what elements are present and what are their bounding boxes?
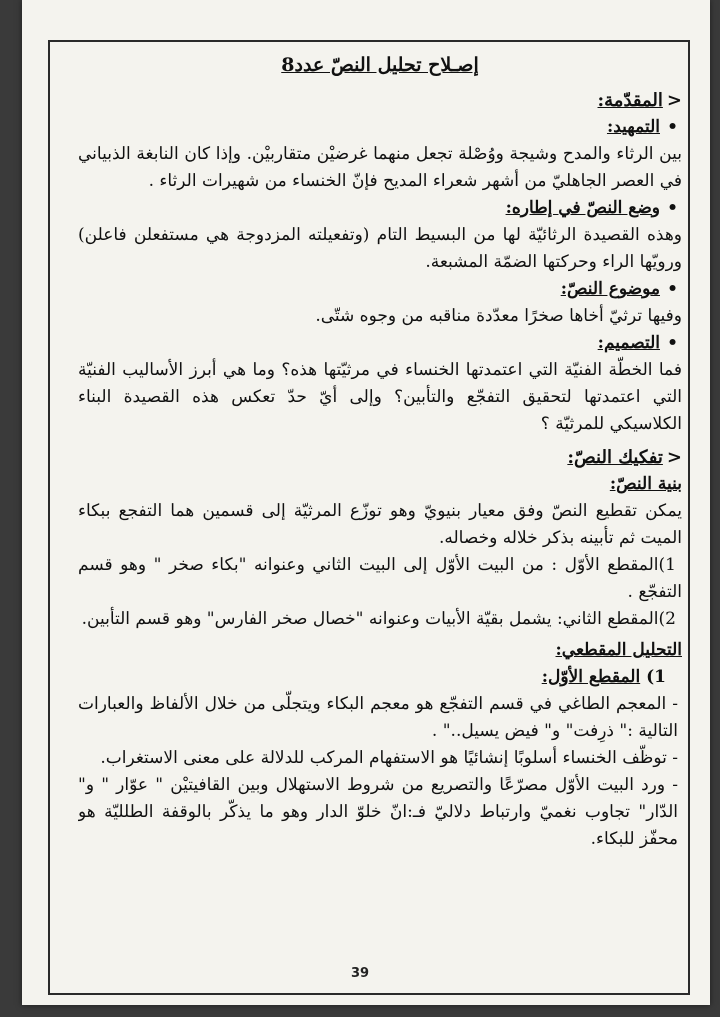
part2-item [78,606,682,633]
arrow-icon: < [666,90,682,111]
tamhid-heading: • التمهيد: [78,114,682,141]
tasmim-heading: • التصميم: [78,330,682,357]
part1-item [78,552,682,606]
tasmim-paragraph: فما الخطّة الفنيّة التي اعتمدتها الخنساء في مرثيّتها هذه؟ وما هي أبرز الأساليب الفنيّة التي اعتمدتها لتحقيق التفجّع والتأبين؟ وإلى أيّ حدّ تعكس هذه القصيدة البناء الكلاسيكي للمرثيّة ؟ [78,360,682,434]
mawdu-heading: • موضوع النصّ: [78,276,682,303]
document-title: إصـلاح تحليل النصّ عدد8 [281,54,479,76]
first-section-number: 1) [646,667,666,687]
tafkik-heading-text: تفكيك النصّ: [567,447,663,468]
binya-heading: بنية النصّ: [609,474,682,494]
wad-paragraph: وهذه القصيدة الرثائيّة لها من البسيط التام (وتفعيلته المزدوجة هي مستفعلن فاعلن) ورويّها الراء وحركتها الضمّة المشبعة. [78,225,682,272]
analysis-item-3: - ورد البيت الأوّل مصرّعًا والتصريع من شروط الاستهلال وبين القافيتيْن " عوّار " و" الدّار" تجاوب نغميّ وارتباط دلاليّ فـ:انّ خلوّ الدار وهو ما يذكّر بالوقفة الطلليّة هو محفّز للبكاء. [78,775,678,849]
tamhid-paragraph: بين الرثاء والمدح وشيجة ووُصْلة تجعل منهما غرضيْن متقاربيْن. وإذا كان النابغة الذبياني في العصر الجاهليّ من أشهر شعراء المديح فإنّ الخنساء من شهيرات الرثاء . [78,144,682,191]
mawdu-paragraph: وفيها ترثيّ أخاها صخرًا معدّدة مناقبه من وجوه شتّى. [315,306,682,326]
part1-number: 1) [658,555,676,575]
tafkik-heading [78,444,682,471]
part2-number: 2) [658,609,676,629]
first-section-title: المقطع الأوّل: [541,667,641,687]
part2-text: المقطع الثاني: يشمل بقيّة الأبيات وعنوانه "خصال صخر الفارس" وهو قسم التأبين. [81,609,659,629]
document-body [78,48,682,990]
first-section-heading [78,664,682,691]
wad-heading: • وضع النصّ في إطاره: [78,195,682,222]
arrow-icon: < [666,447,682,468]
part1-text: المقطع الأوّل : من البيت الأوّل إلى البيت الثاني وعنوانه "بكاء صخر " وهو قسم التفجّع . [78,555,682,602]
intro-heading-text: المقدّمة: [597,90,663,111]
binya-paragraph: يمكن تقطيع النصّ وفق معيار بنيويّ وهو توزّع المرثيّة إلى قسمين هما التفجع ببكاء الميت ثم تأبينه بذكر خلاله وخصاله. [78,501,682,548]
analysis-item-2: - توظّف الخنساء أسلوبًا إنشائيًا هو الاستفهام المركب للدلالة على معنى الاستغراب. [100,748,678,768]
analysis-item-1: - المعجم الطاغي في قسم التفجّع هو معجم البكاء ويتجلّى من خلال الألفاظ والعبارات التالية :" ذرِفت" و" فيض يسيل.." . [78,694,678,741]
analysis-heading: التحليل المقطعي: [555,640,682,660]
intro-heading [78,87,682,114]
page-number: 39 [350,966,370,981]
